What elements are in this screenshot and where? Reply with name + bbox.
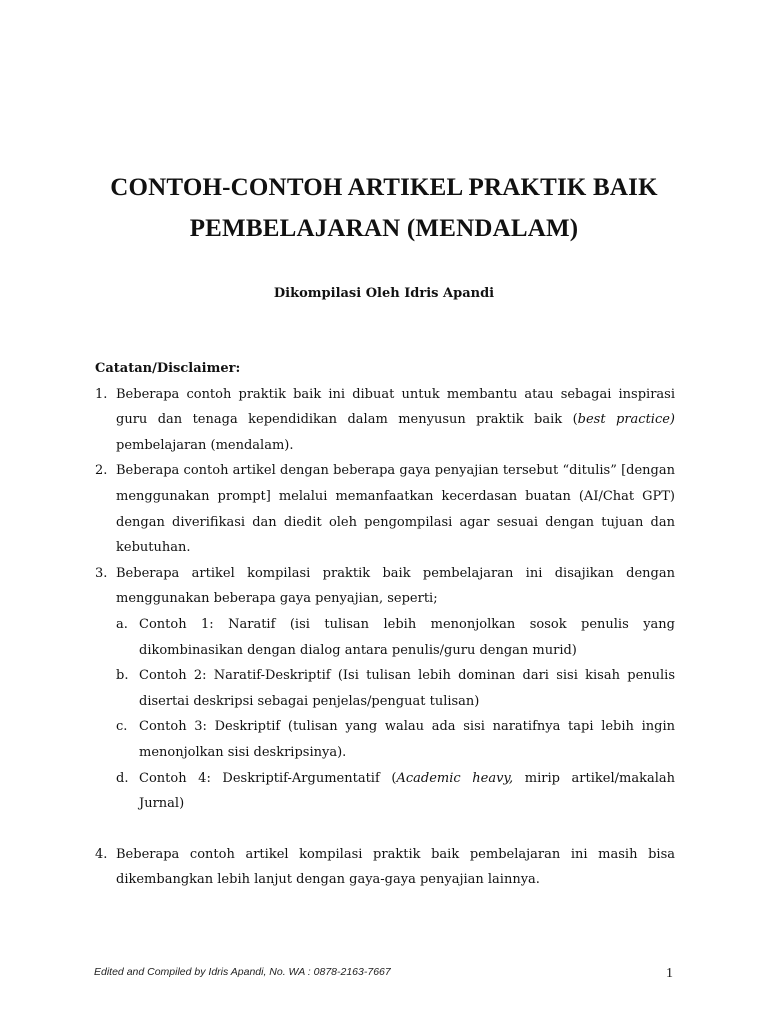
list-item-number: 4. [95,846,108,862]
list-item-text-end: pembelajaran (mendalam). [116,437,294,453]
document-title-line-1: CONTOH-CONTOH ARTIKEL PRAKTIK BAIK [110,174,658,201]
sub-list-item [116,663,675,714]
sub-item-text-end: mirip artikel/makalah Jurnal) [139,770,675,812]
sub-item-letter: b. [116,668,129,684]
list-item [95,842,675,893]
document-title-line-2: PEMBELAJARAN (MENDALAM) [189,215,579,242]
sub-item-letter: c. [116,719,128,735]
list-item [95,561,675,817]
disclaimer-heading: Catatan/Disclaimer: [95,361,241,376]
sub-item-emphasis: Academic heavy, [396,770,514,786]
sub-list-item [116,714,675,765]
sub-item-text: Contoh 3: Deskriptif (tulisan yang walau ada sisi naratifnya tapi lebih ingin menonjolkan sisi deskripsinya). [139,719,675,760]
list-item-number: 3. [95,565,108,581]
list-item-number: 1. [95,386,108,402]
list-spacer [95,817,675,842]
sub-item-text: Contoh 2: Naratif-Deskriptif (Isi tulisan lebih dominan dari sisi kisah penulis disertai deskripsi sebagai penjelas/penguat tulisan) [139,668,675,709]
disclaimer-section [95,356,675,893]
disclaimer-list [95,382,675,893]
compiler-credit: Dikompilasi Oleh Idris Apandi [273,286,495,301]
footer-credit: Edited and Compiled by Idris Apandi, No. WA : 0878-2163-7667 [94,966,391,978]
page-number: 1 [666,966,673,981]
list-item [95,382,675,459]
list-item-number: 2. [95,463,108,479]
list-item-text: Beberapa contoh artikel kompilasi praktik baik pembelajaran ini masih bisa dikembangkan lebih lanjut dengan gaya-gaya penyajian lainnya. [116,846,675,888]
list-item [95,458,675,560]
sub-item-text: Contoh 4: Deskriptif-Argumentatif ( [139,770,397,786]
list-item-text: Beberapa artikel kompilasi praktik baik pembelajaran ini disajikan dengan menggunakan beberapa gaya penyajian, seperti; [116,565,675,607]
sub-list-item [116,612,675,663]
list-item-text: Beberapa contoh praktik baik ini dibuat untuk membantu atau sebagai inspirasi guru dan tenaga kependidikan dalam menyusun praktik baik ( [116,386,675,428]
sub-list [116,612,675,817]
sub-list-item [116,766,675,817]
list-item-emphasis: best practice) [577,412,675,428]
sub-item-text: Contoh 1: Naratif (isi tulisan lebih menonjolkan sosok penulis yang dikombinasikan dengan dialog antara penulis/guru dengan murid) [139,616,675,658]
list-item-text: Beberapa contoh artikel dengan beberapa gaya penyajian tersebut “ditulis” [dengan menggunakan prompt] melalui memanfaatkan kecerdasan buatan (AI/Chat GPT) dengan diverifikasi dan diedit oleh pengompilasi agar sesuai dengan tujuan dan kebutuhan. [116,463,675,556]
sub-item-letter: d. [116,770,129,786]
sub-item-letter: a. [116,616,128,632]
